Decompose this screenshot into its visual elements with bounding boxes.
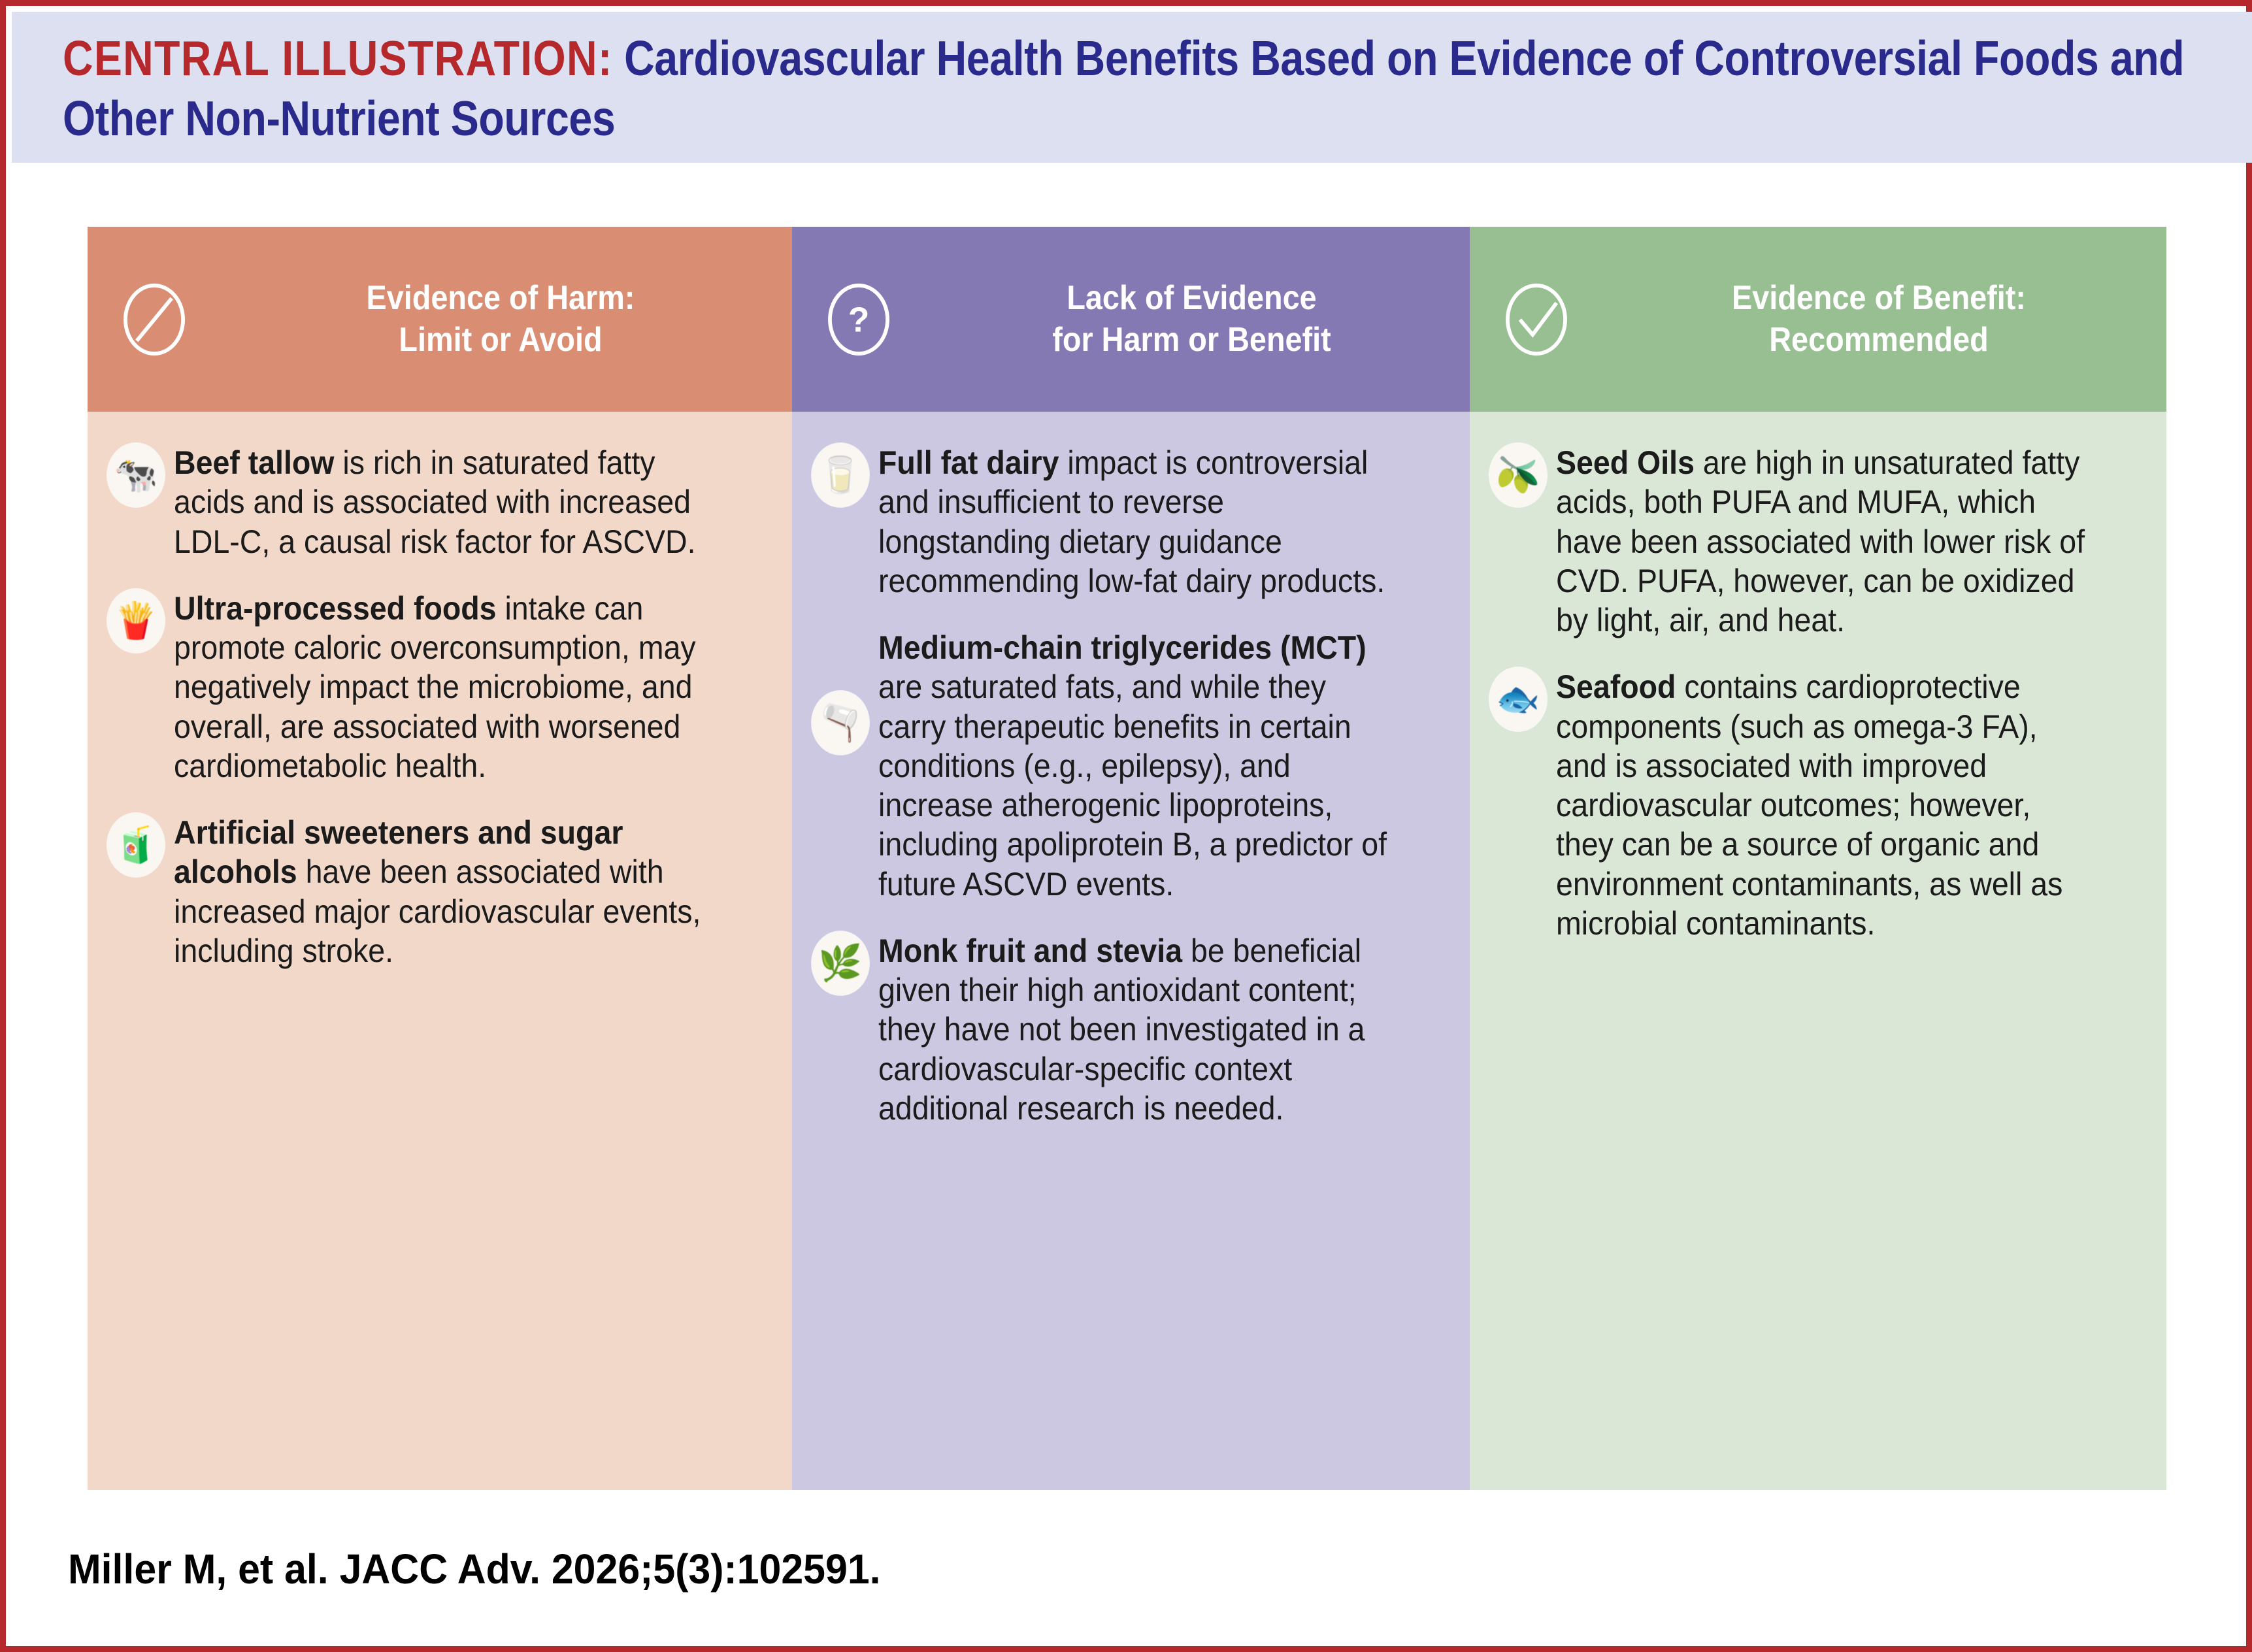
header-line-1: Evidence of Benefit:: [1732, 279, 2026, 318]
list-item-rest: is rich in saturated fatty acids and is associated with increased LDL-C, a causal risk factor for ASCVD.: [174, 444, 696, 560]
list-item-text: [878, 443, 1400, 601]
oil-bottle-glyph: 🫒: [1496, 455, 1540, 495]
milk-bottle-glyph: 🥛: [818, 455, 863, 495]
list-item: [812, 443, 1440, 601]
citation: Miller M, et al. JACC Adv. 2026;5(3):102591.: [68, 1545, 881, 1593]
column-evidence-of-benefit: [1470, 227, 2166, 1490]
header-line-1: Lack of Evidence: [1067, 279, 1317, 318]
mct-oil-glyph: 🫗: [818, 703, 863, 742]
list-item-lead: Full fat dairy: [878, 444, 1059, 481]
stevia-leaf-glyph: 🌿: [818, 943, 863, 983]
list-item-lead: Medium-chain triglycerides (MCT): [878, 629, 1366, 666]
column-header-label-benefit: [1620, 278, 2138, 361]
cow-glyph: 🐄: [114, 455, 158, 495]
list-item: [812, 931, 1440, 1128]
column-header-evidence-of-benefit: [1470, 227, 2166, 412]
list-item-rest: impact is controversial and insufficient to reverse longstanding dietary guidance recommending low-fat dairy products.: [878, 444, 1385, 599]
list-item-text: [1556, 443, 2096, 640]
oil-bottle-photo-icon: [1489, 443, 1547, 507]
list-item-text: [878, 628, 1400, 904]
list-item: [812, 628, 1440, 904]
milk-bottle-photo-icon: [812, 443, 869, 507]
list-item-rest: are saturated fats, and while they carry therapeutic benefits in certain conditions (e.g., epilepsy), and increase atherogenic lipoproteins, including apoliprotein B, a predictor of future ASCVD events.: [878, 669, 1387, 902]
banner-kicker: CENTRAL ILLUSTRATION:: [63, 31, 613, 86]
processed-foods-photo-icon: [107, 589, 165, 653]
list-item-rest: intake can promote caloric overconsumption, may negatively impact the microbiome, and overall, are associated with worsened cardiometabolic health.: [174, 589, 696, 784]
list-item-lead: Seafood: [1556, 669, 1676, 706]
list-item-lead: Beef tallow: [174, 444, 335, 481]
banner-title-rest: Cardiovascular Health Benefits Based on Evidence of Controversial Foods and Other Non-Nutrient Sources: [63, 31, 2185, 146]
list-item-text: [174, 589, 721, 785]
column-header-label-lack: [942, 278, 1442, 361]
page-title: [63, 29, 2208, 148]
fish-glyph: 🐟: [1496, 680, 1540, 719]
figure-banner: [12, 12, 2252, 163]
list-item-lead: Seed Oils: [1556, 444, 1695, 481]
list-item-text: [174, 813, 721, 970]
fish-photo-icon: [1489, 667, 1547, 731]
mct-oil-bottle-photo-icon: [812, 691, 869, 755]
list-item-lead: Ultra-processed foods: [174, 589, 497, 627]
header-line-2: Recommended: [1769, 320, 1989, 359]
list-item-rest: contains cardioprotective components (such as omega-3 FA), and is associated with improved cardiovascular outcomes; however, they can be a source of organic and environment contaminants, as well as microbial contaminants.: [1556, 669, 2063, 942]
list-item-rest: are high in unsaturated fatty acids, both PUFA and MUFA, which have been associated with lower risk of CVD. PUFA, however, can be oxidized by light, air, and heat.: [1556, 444, 2085, 638]
column-header-lack-of-evidence: [792, 227, 1470, 412]
list-item-lead: Artificial sweeteners and sugar alcohols: [174, 814, 623, 891]
list-item-rest: be beneficial given their high antioxidant content; they have not been investigated in a cardiovascular-specific context additional research is needed.: [878, 932, 1365, 1127]
svg-text:?: ?: [848, 301, 870, 340]
list-item: [1489, 667, 2136, 943]
sweetener-glyph: 🧃: [114, 825, 158, 865]
processed-foods-glyph: 🍟: [114, 601, 158, 640]
column-body-lack-of-evidence: [792, 412, 1470, 1490]
header-line-2: Limit or Avoid: [399, 320, 603, 359]
column-body-evidence-of-harm: [88, 412, 792, 1490]
list-item-text: [1556, 667, 2096, 943]
list-item-text: [174, 443, 721, 561]
column-evidence-of-harm: [88, 227, 792, 1490]
list-item: [107, 589, 762, 785]
list-item-lead: Monk fruit and stevia: [878, 932, 1183, 969]
checkmark-circle-icon: [1499, 282, 1574, 357]
list-item: [107, 443, 762, 561]
stevia-leaf-photo-icon: [812, 931, 869, 995]
header-line-1: Evidence of Harm:: [366, 279, 635, 318]
list-item-rest: have been associated with increased major cardiovascular events, including stroke.: [174, 853, 701, 969]
column-body-evidence-of-benefit: [1470, 412, 2166, 1490]
cow-photo-icon: [107, 443, 165, 507]
list-item: [1489, 443, 2136, 640]
list-item-text: [878, 931, 1400, 1128]
header-line-2: for Harm or Benefit: [1052, 320, 1331, 359]
question-mark-circle-icon: [821, 282, 897, 357]
column-header-label-harm: [239, 278, 763, 361]
sweetener-packet-photo-icon: [107, 813, 165, 877]
prohibition-circle-icon: [116, 282, 192, 357]
column-header-evidence-of-harm: [88, 227, 792, 412]
column-lack-of-evidence: [792, 227, 1470, 1490]
evidence-columns-grid: [88, 227, 2166, 1490]
list-item: [107, 813, 762, 970]
